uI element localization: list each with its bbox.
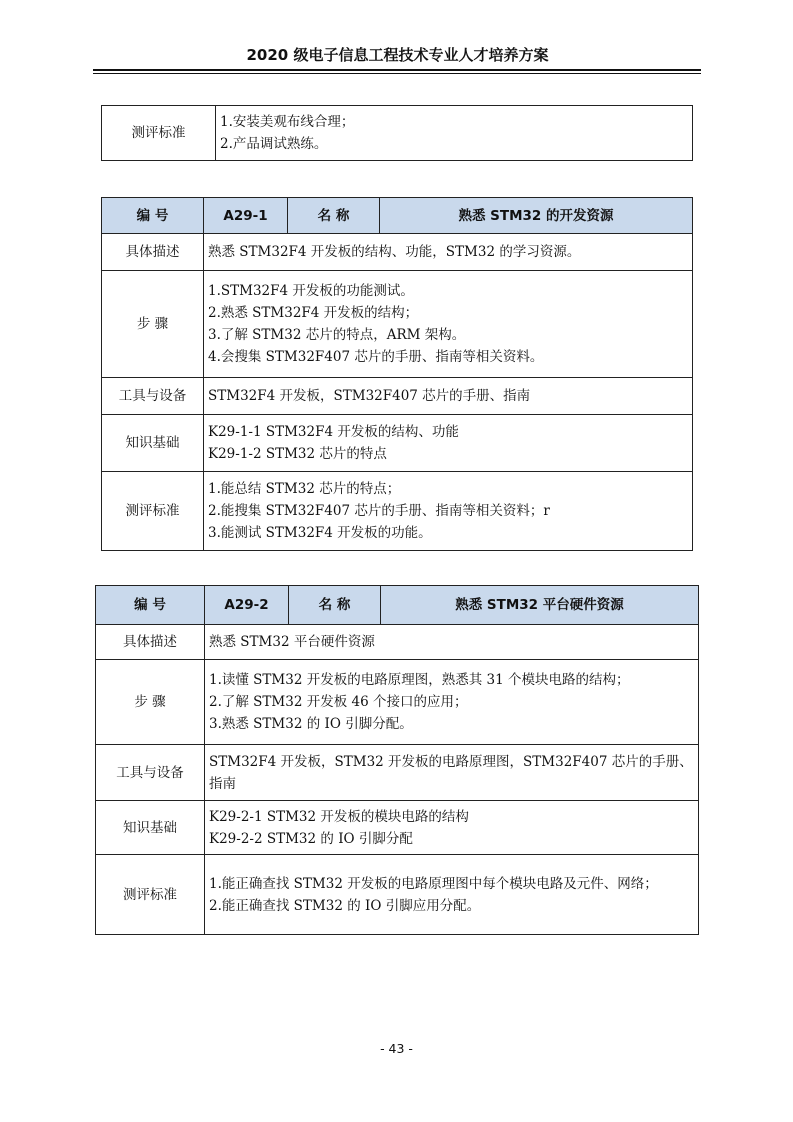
- steps-label: 步 骤: [102, 271, 204, 378]
- desc-label: 具体描述: [102, 234, 204, 271]
- eval-content: [204, 472, 693, 551]
- tools-label: 工具与设备: [96, 745, 205, 801]
- eval-content: [205, 855, 699, 935]
- tools-label: 工具与设备: [102, 378, 204, 415]
- step-line: 3.熟悉 STM32 的 IO 引脚分配。: [209, 716, 413, 732]
- eval-line: 2.能搜集 STM32F407 芯片的手册、指南等相关资料；r: [208, 503, 550, 519]
- eval-label: 测评标准: [96, 855, 205, 935]
- page-number: - 43 -: [380, 1041, 413, 1056]
- knowledge-content: [205, 801, 699, 855]
- task-table-a29-2: [95, 585, 699, 935]
- eval-line: 2.产品调试熟练。: [220, 136, 328, 152]
- page-header-title: 2020 级电子信息工程技术专业人才培养方案: [246, 46, 549, 64]
- knowledge-label: 知识基础: [102, 415, 204, 472]
- id-label: 编 号: [96, 586, 205, 625]
- step-line: 1.读懂 STM32 开发板的电路原理图，熟悉其 31 个模块电路的结构；: [209, 672, 630, 688]
- id-label: 编 号: [102, 198, 204, 234]
- knowledge-label: 知识基础: [96, 801, 205, 855]
- step-line: 2.熟悉 STM32F4 开发板的结构；: [208, 305, 419, 321]
- eval-label: 测评标准: [102, 106, 216, 161]
- knowledge-line: K29-1-1 STM32F4 开发板的结构、功能: [208, 424, 459, 440]
- eval-line: 2.能正确查找 STM32 的 IO 引脚应用分配。: [209, 897, 481, 914]
- eval-line: 1.安装美观布线合理；: [220, 114, 355, 130]
- eval-line: 1.能正确查找 STM32 开发板的电路原理图中每个模块电路及元件、网络；: [209, 875, 658, 892]
- steps-label: 步 骤: [96, 660, 205, 745]
- desc-content: 熟悉 STM32F4 开发板的结构、功能，STM32 的学习资源。: [204, 234, 693, 271]
- tools-content: [205, 745, 699, 801]
- eval-line: 1.能总结 STM32 芯片的特点；: [208, 481, 401, 497]
- eval-line: 3.能测试 STM32F4 开发板的功能。: [208, 525, 432, 541]
- step-line: 3.了解 STM32 芯片的特点，ARM 架构。: [208, 327, 466, 343]
- step-line: 2.了解 STM32 开发板 46 个接口的应用；: [209, 694, 468, 710]
- eval-content: [216, 106, 693, 161]
- desc-content: 熟悉 STM32 平台硬件资源: [205, 625, 699, 660]
- steps-content: [205, 660, 699, 745]
- desc-label: 具体描述: [96, 625, 205, 660]
- header-rule-thick: [93, 69, 701, 71]
- header-rule-thin: [93, 73, 701, 74]
- step-line: 4.会搜集 STM32F407 芯片的手册、指南等相关资料。: [208, 349, 544, 365]
- task-table-a29-1: [101, 197, 693, 551]
- task-name: 熟悉 STM32 平台硬件资源: [381, 586, 699, 625]
- tools-content: STM32F4 开发板，STM32F407 芯片的手册、指南: [204, 378, 693, 415]
- knowledge-line: K29-2-1 STM32 开发板的模块电路的结构: [209, 808, 469, 825]
- knowledge-content: [204, 415, 693, 472]
- top-eval-table: [101, 105, 693, 161]
- tools-line: STM32F4 开发板，STM32 开发板的电路原理图，STM32F407 芯片的手册、指南: [209, 753, 693, 792]
- steps-content: [204, 271, 693, 378]
- eval-label: 测评标准: [102, 472, 204, 551]
- name-label: 名 称: [288, 198, 380, 234]
- name-label: 名 称: [289, 586, 381, 625]
- task-id: A29-2: [205, 586, 289, 625]
- knowledge-line: K29-1-2 STM32 芯片的特点: [208, 446, 387, 462]
- knowledge-line: K29-2-2 STM32 的 IO 引脚分配: [209, 830, 413, 847]
- task-name: 熟悉 STM32 的开发资源: [380, 198, 693, 234]
- task-id: A29-1: [204, 198, 288, 234]
- step-line: 1.STM32F4 开发板的功能测试。: [208, 283, 414, 299]
